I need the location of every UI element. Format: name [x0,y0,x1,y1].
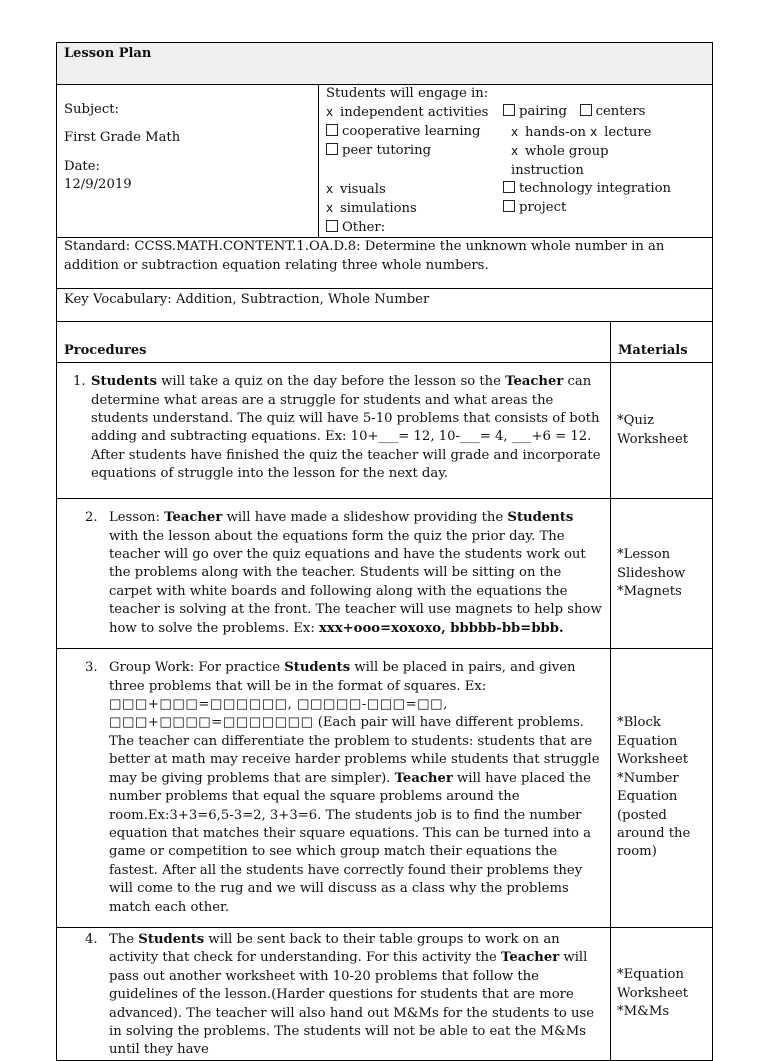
materials-text: *Lesson Slideshow *Magnets [617,547,686,599]
check-mark-icon: x [590,124,598,139]
engage-cell [319,85,713,238]
check-mark-icon: x [511,124,519,139]
title-cell [57,43,713,85]
procedure-number: 1. [73,374,86,390]
procedure-text [109,931,602,1060]
checkbox-empty-icon[interactable] [326,124,338,136]
check-mark-icon: x [326,201,334,216]
engage-option: centers [595,104,646,120]
date-label: Date: [64,158,100,174]
text-run: will be placed in pairs, and given three problems that will be in the format of squares. Ex: [109,660,576,694]
checkbox-empty-icon[interactable] [326,143,338,155]
engage-option: simulations [340,201,417,217]
text-run: Lesson: [109,510,165,526]
date-value: 12/9/2019 [64,177,132,193]
procedure-cell [57,499,611,649]
check-mark-icon: x [326,182,334,197]
engage-heading: Students will engage in: [326,86,489,101]
subject-label: Subject: [64,102,119,117]
square-equations: □□□+□□□=□□□□□□, □□□□□-□□□=□□, □□□+□□□□=□□□□□□□ [109,697,448,731]
role-students: Students [507,510,574,526]
materials-cell [611,363,713,499]
role-students: Students [91,374,157,390]
engage-option: project [519,200,567,216]
text-run: will have made a slideshow providing the [222,510,508,526]
engage-option: pairing [519,104,567,120]
engage-option: technology integration [519,181,672,197]
engage-option: hands-on [525,124,586,140]
materials-header-cell [611,322,713,363]
role-teacher: Teacher [501,950,560,966]
text-run: (Each pair will have different problems. The teacher can differentiate the problem to students: students that are better at math may receive harder problems while students that struggle may be giving problems that are simpler). [109,715,600,786]
magnet-example: xxx+ooo=xoxoxo, bbbbb-bb=bbb. [319,620,564,636]
text-run: will have placed the number problems that equal the square problems around the room.Ex:3+3=6,5-3=2, 3+3=6. The students job is to find the number equation that matches their square equations. This can be turned into a game or competition to see which group match their equations the fastest. After all the students have correctly found their problems they will come to the rug and we will discuss as a class why the problems match each other. [109,770,591,915]
procedure-cell [57,927,611,1060]
role-teacher: Teacher [164,510,223,526]
checkbox-empty-icon[interactable] [580,104,592,116]
engage-option: independent activities [340,105,489,121]
vocabulary-cell [57,289,713,322]
procedure-number: 2. [85,510,98,526]
procedure-number: 3. [85,660,98,676]
subject-cell [57,85,319,238]
text-run: will take a quiz on the day before the lesson so the [156,374,506,390]
checkbox-empty-icon[interactable] [503,181,515,193]
lesson-plan-table [56,42,713,1061]
procedures-header-cell [57,322,611,363]
text-run: will pass out another worksheet with 10-20 problems that follow the guidelines of the lesson.(Harder questions for students that are more advanced). The teacher will also hand out M&Ms for the students to use in solving the problems. The students will not be able to eat the M&Ms until they have [109,950,595,1058]
text-run: The [109,931,139,947]
procedure-number: 4. [85,931,98,947]
materials-text: *Equation Worksheet *M&Ms [617,967,689,1020]
procedures-header: Procedures [64,342,147,358]
vocabulary-text: Key Vocabulary: Addition, Subtraction, Whole Number [64,292,430,308]
text-run: with the lesson about the equations form the quiz the prior day. The teacher will go over the quiz equations and have the students work out the problems along with the teacher. Students will be sitting on the carpet with white boards and following along with the equations the teacher is solving at the front. The teacher will use magnets to help show how to solve the problems. Ex: [109,528,602,636]
materials-cell [611,649,713,928]
role-teacher: Teacher [394,770,453,786]
check-mark-icon: x [511,144,519,159]
subject-value: First Grade Math [64,130,181,146]
text-run: can determine what areas are a struggle for students and what areas the students understand. The quiz will have 5-10 problems that consists of both adding and subtracting equations. Ex: 10+___= 12, 10-___= 4, ___+6 = 12. After students have finished the quiz the teacher will grade and incorporate equations of struggle into the lesson for the next day. [91,374,601,482]
materials-cell [611,499,713,649]
engage-option: peer tutoring [342,143,432,159]
procedure-text [91,373,602,483]
standard-text: Standard: CCSS.MATH.CONTENT.1.OA.D.8: Determine the unknown whole number in an addition or subtraction equation relating three whole numbers. [64,239,665,273]
engage-option: cooperative learning [342,123,481,139]
checkbox-empty-icon[interactable] [503,200,515,212]
text-run: will be sent back to their table groups to work on an activity that check for understanding. For this activity the [109,931,560,966]
materials-header: Materials [618,342,688,358]
role-students: Students [138,931,205,947]
engage-option: lecture [604,124,652,140]
role-students: Students [284,660,351,676]
engage-option: visuals [340,182,386,198]
checkbox-empty-icon[interactable] [326,220,338,232]
engage-option: Other: [342,219,386,235]
text-run: Group Work: For practice [109,660,285,676]
role-teacher: Teacher [505,374,564,390]
materials-text: *Block Equation Worksheet *Number Equation (posted around the room) [617,715,691,860]
checkbox-empty-icon[interactable] [503,104,515,116]
procedure-cell [57,649,611,928]
procedure-cell [57,363,611,499]
check-mark-icon: x [326,105,334,120]
lesson-plan-title: Lesson Plan [64,46,152,61]
procedure-text [109,659,602,917]
procedure-text [109,509,602,638]
engage-option: whole group instruction [511,144,609,178]
materials-cell [611,927,713,1060]
standard-cell [57,238,713,289]
materials-text: *Quiz Worksheet [617,413,689,447]
